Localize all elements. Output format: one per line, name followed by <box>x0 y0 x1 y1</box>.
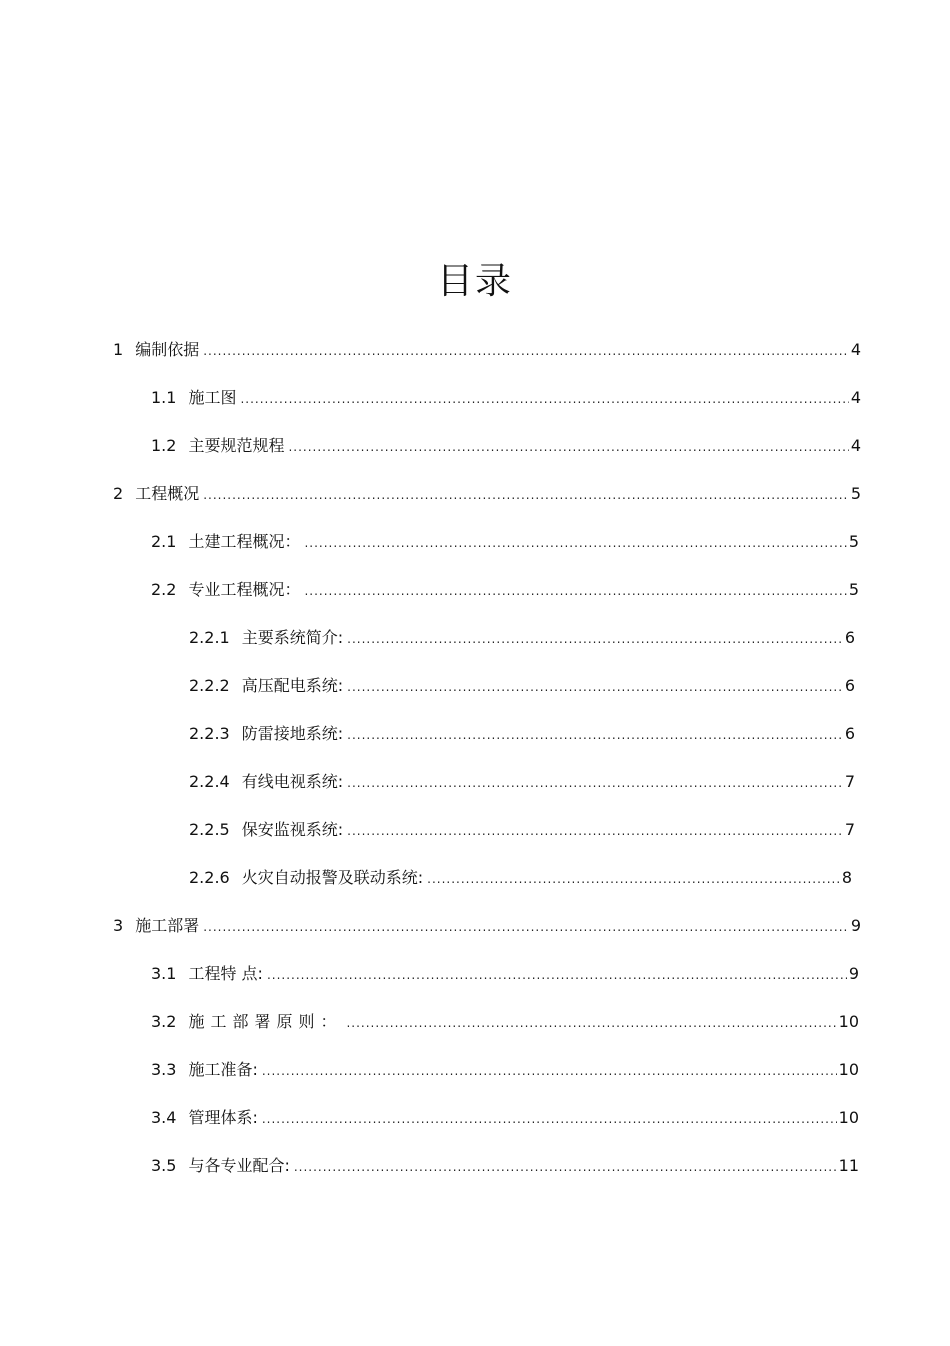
toc-page-number: 7 <box>844 820 855 839</box>
toc-number: 3.4 <box>151 1108 177 1127</box>
toc-leader <box>267 963 847 987</box>
toc-page-number: 4 <box>850 388 861 407</box>
toc-number: 2.2.6 <box>189 868 230 887</box>
toc-text: 施工图 <box>188 388 237 407</box>
toc-leader <box>304 531 846 555</box>
toc-page-number: 8 <box>841 868 852 887</box>
toc-leader <box>346 1011 836 1035</box>
toc-page-number: 10 <box>838 1108 859 1127</box>
toc-leader <box>288 435 848 459</box>
toc-page-number: 9 <box>850 916 861 935</box>
toc-entry[interactable] <box>113 338 861 362</box>
toc-entry[interactable] <box>189 818 855 842</box>
toc-entry[interactable] <box>151 434 861 458</box>
toc-entry[interactable] <box>151 1154 859 1178</box>
toc-text: 施工部署原则： <box>188 1012 343 1031</box>
toc-number: 1.1 <box>151 388 177 407</box>
toc-leader <box>262 1107 837 1131</box>
toc-page-number: 5 <box>850 484 861 503</box>
toc-leader <box>347 723 843 747</box>
toc-page-number: 4 <box>850 340 861 359</box>
toc-page-number: 6 <box>844 628 855 647</box>
toc-number: 1 <box>113 340 124 359</box>
toc-number: 3.1 <box>151 964 177 983</box>
toc-entry[interactable] <box>151 530 859 554</box>
toc-leader <box>347 627 843 651</box>
toc-page-number: 4 <box>850 436 861 455</box>
toc-entry[interactable] <box>151 1010 859 1034</box>
toc-page-number: 11 <box>838 1156 859 1175</box>
toc-text: 编制依据 <box>135 340 200 359</box>
toc-number: 2.1 <box>151 532 177 551</box>
toc-entry[interactable] <box>113 914 861 938</box>
toc-text: 工程特 点: <box>188 964 263 983</box>
toc-page-number: 9 <box>848 964 859 983</box>
toc-leader <box>203 339 849 363</box>
toc-number: 2.2 <box>151 580 177 599</box>
toc-number: 3.5 <box>151 1156 177 1175</box>
toc-title: 目录 <box>436 261 513 302</box>
toc-entry[interactable] <box>189 674 855 698</box>
toc-page-number: 5 <box>848 580 859 599</box>
toc-text: 保安监视系统: <box>241 820 344 839</box>
toc-text: 高压配电系统: <box>241 676 344 695</box>
toc-entry[interactable] <box>151 1106 859 1130</box>
toc-page-number: 5 <box>848 532 859 551</box>
toc-page-number: 7 <box>844 772 855 791</box>
toc-entry[interactable] <box>151 386 861 410</box>
toc-number: 3.2 <box>151 1012 177 1031</box>
toc-text: 主要系统简介: <box>241 628 344 647</box>
toc-leader <box>203 915 849 939</box>
toc-number: 2.2.1 <box>189 628 230 647</box>
toc-page-number: 10 <box>838 1060 859 1079</box>
toc-text: 专业工程概况： <box>188 580 301 599</box>
toc-number: 2.2.4 <box>189 772 230 791</box>
toc-text: 主要规范规程 <box>188 436 285 455</box>
toc-entry[interactable] <box>151 1058 859 1082</box>
toc-leader <box>304 579 846 603</box>
toc-leader <box>262 1059 837 1083</box>
toc-text: 火灾自动报警及联动系统: <box>241 868 424 887</box>
toc-text: 与各专业配合: <box>188 1156 290 1175</box>
toc-page-number: 6 <box>844 676 855 695</box>
toc-number: 1.2 <box>151 436 177 455</box>
toc-text: 土建工程概况： <box>188 532 301 551</box>
toc-number: 2.2.5 <box>189 820 230 839</box>
toc-leader <box>347 675 843 699</box>
toc-number: 3 <box>113 916 124 935</box>
toc-entry[interactable] <box>189 722 855 746</box>
toc-text: 防雷接地系统: <box>241 724 344 743</box>
toc-number: 2 <box>113 484 124 503</box>
toc-leader <box>347 819 843 843</box>
toc-number: 3.3 <box>151 1060 177 1079</box>
toc-leader <box>240 387 848 411</box>
toc-text: 工程概况 <box>135 484 200 503</box>
toc-text: 施工部署 <box>135 916 200 935</box>
toc-page-number: 6 <box>844 724 855 743</box>
toc-leader <box>347 771 843 795</box>
toc-number: 2.2.3 <box>189 724 230 743</box>
toc-text: 施工准备: <box>188 1060 258 1079</box>
toc-entry[interactable] <box>151 962 859 986</box>
toc-entry[interactable] <box>151 578 859 602</box>
toc-leader <box>427 867 840 891</box>
toc-text: 管理体系: <box>188 1108 258 1127</box>
toc-entry[interactable] <box>189 770 855 794</box>
toc-leader <box>294 1155 837 1179</box>
toc-entry[interactable] <box>189 626 855 650</box>
toc-entry[interactable] <box>189 866 852 890</box>
toc-entry[interactable] <box>113 482 861 506</box>
toc-number: 2.2.2 <box>189 676 230 695</box>
toc-page-number: 10 <box>838 1012 859 1031</box>
toc-leader <box>203 483 849 507</box>
toc-text: 有线电视系统: <box>241 772 344 791</box>
